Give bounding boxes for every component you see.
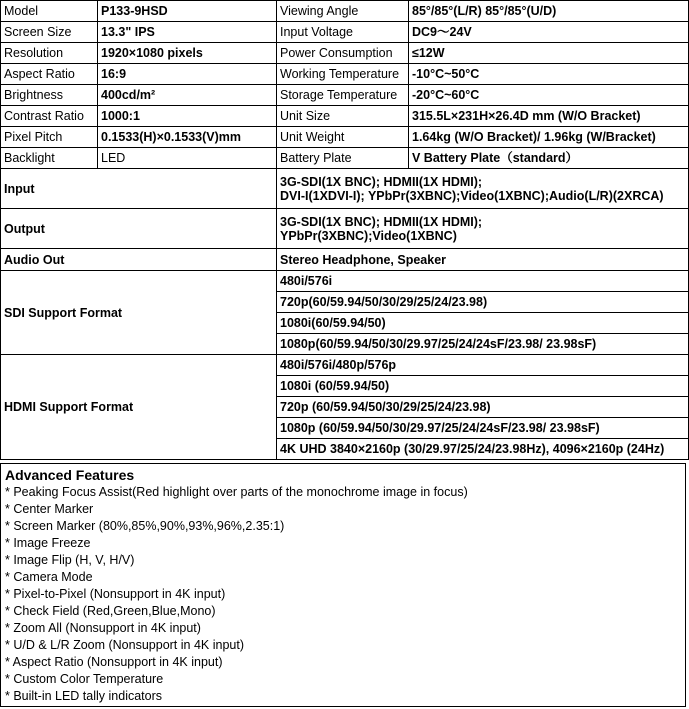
spec-row-contrast-ratio: [1, 106, 689, 127]
spec-row-brightness: [1, 85, 689, 106]
spec-row-pixel-pitch: [1, 127, 689, 148]
feature-item: * Image Freeze: [5, 536, 91, 550]
feature-item: * U/D & L/R Zoom (Nonsupport in 4K input): [5, 638, 244, 652]
feature-item: * Screen Marker (80%,85%,90%,93%,96%,2.35:1): [5, 519, 285, 533]
spec-value: 16:9: [98, 64, 277, 85]
input-value: [277, 169, 689, 209]
sdi-format-item: 720p(60/59.94/50/30/29/25/24/23.98): [277, 292, 689, 313]
feature-item: * Check Field (Red,Green,Blue,Mono): [5, 604, 216, 618]
feature-item: * Pixel-to-Pixel (Nonsupport in 4K input): [5, 587, 226, 601]
spec-value: 13.3" IPS: [98, 22, 277, 43]
spec-row-screen-size: [1, 22, 689, 43]
input-row: [1, 169, 689, 209]
spec-value: -10°C~50°C: [409, 64, 689, 85]
hdmi-format-item: 480i/576i/480p/576p: [277, 355, 689, 376]
sdi-format-item: 1080i(60/59.94/50): [277, 313, 689, 334]
spec-label: Input Voltage: [277, 22, 409, 43]
spec-label: Model: [1, 1, 98, 22]
spec-label: Battery Plate: [277, 148, 409, 169]
spec-value: 85°/85°(L/R) 85°/85°(U/D): [409, 1, 689, 22]
output-label: Output: [1, 209, 277, 249]
spec-row-resolution: [1, 43, 689, 64]
hdmi-format-item: 1080p (60/59.94/50/30/29.97/25/24/24sF/23.98/ 23.98sF): [277, 418, 689, 439]
spec-row-aspect-ratio: [1, 64, 689, 85]
input-line: 3G-SDI(1X BNC); HDMII(1X HDMI);: [280, 174, 483, 189]
output-line: 3G-SDI(1X BNC); HDMII(1X HDMI);: [280, 214, 483, 229]
sdi-format-row: [1, 271, 689, 292]
spec-label: Aspect Ratio: [1, 64, 98, 85]
input-label: Input: [1, 169, 277, 209]
spec-label: Storage Temperature: [277, 85, 409, 106]
spec-label: Backlight: [1, 148, 98, 169]
spec-value: LED: [98, 148, 277, 169]
spec-value: -20°C~60°C: [409, 85, 689, 106]
spec-row-backlight: [1, 148, 689, 169]
hdmi-format-label: HDMI Support Format: [1, 355, 277, 460]
spec-value: 1000:1: [98, 106, 277, 127]
spec-value: DC9～24V: [409, 22, 689, 43]
hdmi-format-item: 1080i (60/59.94/50): [277, 376, 689, 397]
input-line: DVI-I(1XDVI-I); YPbPr(3XBNC);Video(1XBNC);Audio(L/R)(2XRCA): [280, 188, 664, 203]
feature-item: * Peaking Focus Assist(Red highlight over parts of the monochrome image in focus): [5, 485, 468, 499]
output-value: [277, 209, 689, 249]
spec-label: Unit Weight: [277, 127, 409, 148]
feature-item: * Built-in LED tally indicators: [5, 689, 163, 703]
audio-out-row: [1, 249, 689, 271]
output-row: [1, 209, 689, 249]
spec-value: P133-9HSD: [98, 1, 277, 22]
sdi-format-item: 1080p(60/59.94/50/30/29.97/25/24/24sF/23.98/ 23.98sF): [277, 334, 689, 355]
spec-value: ≤12W: [409, 43, 689, 64]
sdi-format-label: SDI Support Format: [1, 271, 277, 355]
spec-value: 315.5L×231H×26.4D mm (W/O Bracket): [409, 106, 689, 127]
feature-item: * Aspect Ratio (Nonsupport in 4K input): [5, 655, 223, 669]
feature-item: * Camera Mode: [5, 570, 93, 584]
feature-item: * Image Flip (H, V, H/V): [5, 553, 135, 567]
audio-out-label: Audio Out: [1, 249, 277, 271]
spec-value: 0.1533(H)×0.1533(V)mm: [98, 127, 277, 148]
sdi-format-item: 480i/576i: [277, 271, 689, 292]
hdmi-format-item: 720p (60/59.94/50/30/29/25/24/23.98): [277, 397, 689, 418]
hdmi-format-item: 4K UHD 3840×2160p (30/29.97/25/24/23.98Hz), 4096×2160p (24Hz): [277, 439, 689, 460]
advanced-features: [0, 463, 686, 707]
feature-item: * Custom Color Temperature: [5, 672, 164, 686]
hdmi-format-row: [1, 355, 689, 376]
spec-label: Contrast Ratio: [1, 106, 98, 127]
output-line: YPbPr(3XBNC);Video(1XBNC): [280, 228, 457, 243]
spec-label: Working Temperature: [277, 64, 409, 85]
spec-label: Brightness: [1, 85, 98, 106]
feature-item: * Center Marker: [5, 502, 94, 516]
audio-out-value: Stereo Headphone, Speaker: [277, 249, 689, 271]
spec-label: Screen Size: [1, 22, 98, 43]
spec-value: 1920×1080 pixels: [98, 43, 277, 64]
advanced-features-title: Advanced Features: [5, 467, 135, 483]
spec-value: 400cd/m²: [98, 85, 277, 106]
spec-value: V Battery Plate（standard）: [409, 148, 689, 169]
spec-row-model: [1, 1, 689, 22]
feature-item: * Zoom All (Nonsupport in 4K input): [5, 621, 201, 635]
spec-label: Viewing Angle: [277, 1, 409, 22]
spec-label: Power Consumption: [277, 43, 409, 64]
spec-label: Resolution: [1, 43, 98, 64]
spec-value: 1.64kg (W/O Bracket)/ 1.96kg (W/Bracket): [409, 127, 689, 148]
spec-label: Unit Size: [277, 106, 409, 127]
spec-label: Pixel Pitch: [1, 127, 98, 148]
